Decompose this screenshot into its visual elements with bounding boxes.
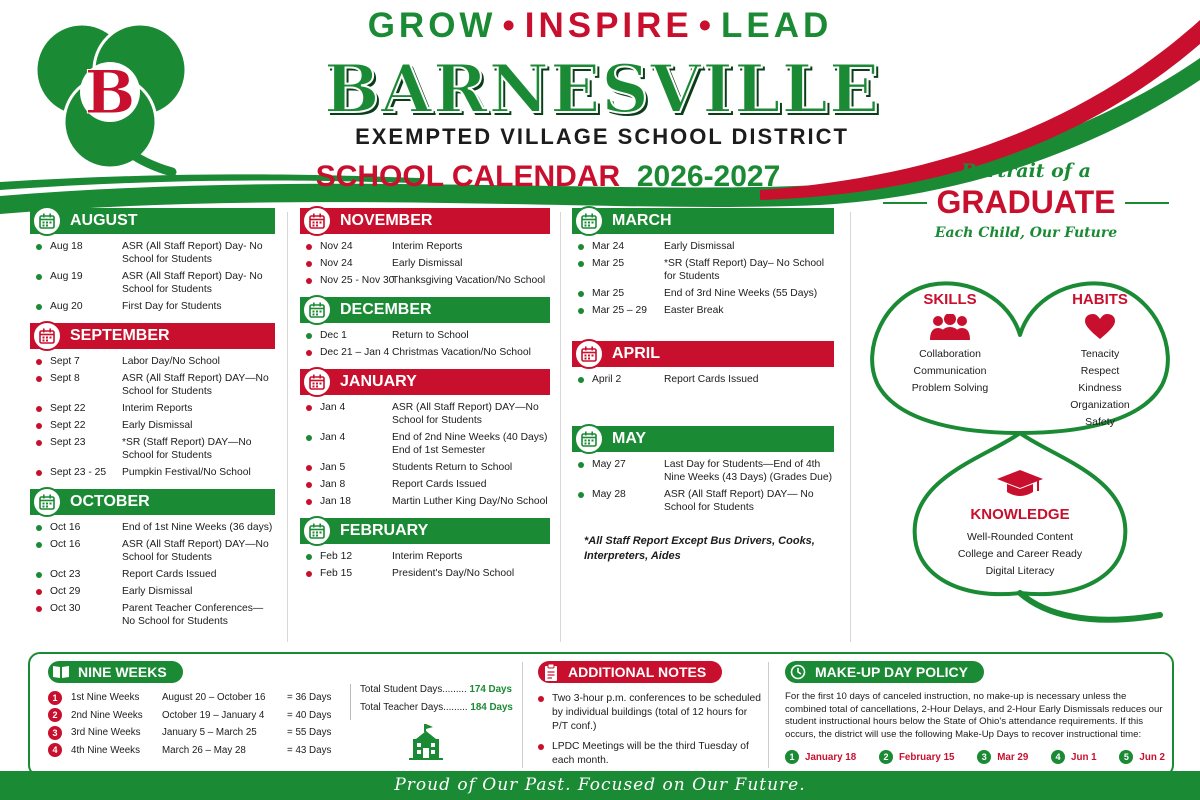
event-text: Labor Day/No School [122, 356, 220, 367]
month-name: APRIL [612, 345, 660, 362]
event-text: Martin Luther King Day/No School [392, 496, 548, 507]
calendar-icon [574, 424, 604, 454]
makeup-day-date: Jun 2 [1139, 751, 1165, 763]
bullet [306, 333, 312, 339]
calendar-event [300, 329, 550, 342]
event-date: Sept 23 [50, 437, 86, 448]
bullet [578, 492, 584, 498]
makeup-day [785, 750, 856, 764]
calendar-event [30, 402, 275, 415]
month-header [30, 323, 275, 349]
calendar-icon [574, 206, 604, 236]
habit-item: Organization [1070, 399, 1130, 411]
column-divider [850, 212, 851, 642]
event-text: ASR (All Staff Report) DAY— No School for Students [664, 489, 814, 513]
bullet [306, 571, 312, 577]
event-date: Aug 20 [50, 301, 83, 312]
month-name: DECEMBER [340, 301, 432, 318]
info-divider [768, 662, 769, 768]
makeup-day [1051, 750, 1097, 764]
footer-slogan: Proud of Our Past. Focused on Our Future. [0, 771, 1200, 800]
calendar-event [30, 355, 275, 368]
bullet [578, 261, 584, 267]
calendar-icon [574, 339, 604, 369]
total-label: Total Student Days......... [360, 684, 467, 695]
bullet [36, 304, 42, 310]
event-date: Sept 23 - 25 [50, 467, 107, 478]
calendar-icon [32, 321, 62, 351]
event-text: End of 2nd Nine Weeks (40 Days) End of 1st Semester [392, 432, 548, 456]
calendar-event [30, 270, 275, 296]
calendar-title-text: SCHOOL CALENDAR [315, 160, 621, 193]
period-name: 1st Nine Weeks [71, 692, 140, 704]
habit-item: Kindness [1078, 382, 1122, 394]
month-header [300, 518, 550, 544]
calendar-icon [302, 367, 332, 397]
bullet [36, 359, 42, 365]
clock-icon [789, 663, 807, 681]
event-date: Jan 4 [320, 402, 346, 413]
calendar-event [30, 568, 275, 581]
event-text: Students Return to School [392, 462, 513, 473]
bullet [36, 542, 42, 548]
event-text: Early Dismissal [664, 241, 735, 252]
event-text: *SR (Staff Report) DAY—No School for Students [122, 437, 252, 461]
bullet [306, 554, 312, 560]
calendar-event [300, 401, 550, 427]
bullet [36, 589, 42, 595]
knowledge-item: College and Career Ready [957, 548, 1083, 560]
total-value: 174 Days [469, 684, 512, 695]
bullet [306, 499, 312, 505]
bullet [36, 244, 42, 250]
calendar-event [30, 602, 275, 628]
event-text: Report Cards Issued [392, 479, 487, 490]
event-date: Aug 18 [50, 241, 83, 252]
motto [210, 6, 990, 46]
motto-dot: • [698, 6, 716, 45]
makeup-policy-section [785, 661, 1165, 764]
event-text: Pumpkin Festival/No School [122, 467, 251, 478]
calendar-event [572, 257, 834, 283]
month-march [572, 208, 834, 317]
bullet [36, 525, 42, 531]
book-icon [52, 663, 70, 681]
makeup-policy-title: MAKE-UP DAY POLICY [815, 664, 968, 680]
event-text: Interim Reports [392, 241, 463, 252]
month-april [572, 341, 834, 386]
motto-word: LEAD [721, 6, 833, 45]
bullet [306, 435, 312, 441]
makeup-day [977, 750, 1028, 764]
calendar-icon [302, 295, 332, 325]
event-text: Parent Teacher Conferences—No School for Students [122, 603, 264, 627]
period-range: October 19 – January 4 [162, 709, 265, 721]
knowledge-title: KNOWLEDGE [970, 506, 1070, 523]
event-text: Report Cards Issued [664, 374, 759, 385]
calendar-event [300, 257, 550, 270]
knowledge-item: Well-Rounded Content [966, 531, 1074, 543]
makeup-day-date: Mar 29 [997, 751, 1029, 763]
event-date: Nov 25 - Nov 30 [320, 275, 395, 286]
nine-weeks-header [48, 661, 183, 683]
bullet [306, 350, 312, 356]
calendar-event [30, 240, 275, 266]
row-number: 3 [48, 726, 62, 740]
additional-notes-header [538, 661, 722, 683]
makeup-day-number: 3 [977, 750, 991, 764]
event-date: Jan 5 [320, 462, 346, 473]
makeup-day [1119, 750, 1165, 764]
people-icon [928, 314, 972, 340]
note-text: Two 3-hour p.m. conferences to be scheduled by individual buildings (total of 12 hours for P/T conf.) [552, 692, 761, 732]
bullet [306, 244, 312, 250]
nine-weeks-row [48, 724, 518, 742]
bullet [578, 462, 584, 468]
event-text: ASR (All Staff Report) DAY—No School for Students [122, 373, 269, 397]
month-header [300, 297, 550, 323]
calendar-event [300, 478, 550, 491]
event-text: First Day for Students [122, 301, 222, 312]
event-date: Feb 12 [320, 551, 353, 562]
note-text: LPDC Meetings will be the third Tuesday of each month. [552, 740, 749, 766]
month-name: FEBRUARY [340, 522, 429, 539]
total-row [360, 684, 515, 702]
total-row [360, 702, 515, 720]
period-range: January 5 – March 25 [162, 727, 257, 739]
month-header [572, 341, 834, 367]
bullet [306, 405, 312, 411]
calendar-title [278, 160, 818, 194]
event-date: Oct 16 [50, 539, 81, 550]
event-text: Interim Reports [392, 551, 463, 562]
event-date: Dec 21 – Jan 4 [320, 347, 390, 358]
month-name: AUGUST [70, 212, 138, 229]
event-date: Sept 22 [50, 403, 86, 414]
graduation-cap-icon [997, 470, 1043, 500]
event-date: Jan 4 [320, 432, 346, 443]
makeup-policy-text: For the first 10 days of canceled instruction, no make-up is necessary unless the combined total of cancellations, 2-Hour Delays, and 2-Hour Early Dismissals reduces our student instructional hours below the State of Ohio's attendance requirements. If this occurs, the district will use the following Make-Up Days to recover instructional time: [785, 691, 1163, 740]
habit-item: Respect [1080, 365, 1120, 377]
event-text: Easter Break [664, 305, 724, 316]
calendar-event [572, 373, 834, 386]
school-building-icon [409, 724, 443, 760]
event-date: Oct 16 [50, 522, 81, 533]
month-name: MAY [612, 430, 647, 447]
skill-item: Problem Solving [911, 382, 989, 394]
month-february [300, 518, 550, 580]
row-number: 4 [48, 743, 62, 757]
calendar-event [300, 461, 550, 474]
additional-notes-title: ADDITIONAL NOTES [568, 664, 707, 680]
motto-word: GROW [367, 6, 497, 45]
makeup-day-date: February 15 [898, 751, 955, 763]
knowledge-item: Digital Literacy [985, 565, 1055, 577]
bullet [36, 470, 42, 476]
period-days: = 55 Days [287, 727, 332, 739]
district-name: BARNESVILLE [323, 50, 881, 128]
event-date: Oct 29 [50, 586, 81, 597]
motto-word: INSPIRE [524, 6, 693, 45]
month-header [30, 489, 275, 515]
day-totals [350, 684, 515, 720]
event-text: ASR (All Staff Report) DAY—No School for Students [392, 402, 539, 426]
makeup-day-date: January 18 [805, 751, 857, 763]
event-date: May 27 [592, 459, 626, 470]
calendar-event [300, 346, 550, 359]
habit-item: Tenacity [1080, 348, 1120, 360]
event-date: April 2 [592, 374, 622, 385]
event-text: *SR (Staff Report) Day– No School for Students [664, 258, 825, 282]
event-date: Nov 24 [320, 241, 353, 252]
bullet [306, 261, 312, 267]
event-text: Christmas Vacation/No School [392, 347, 531, 358]
calendar-event [572, 488, 834, 514]
calendar-event [572, 240, 834, 253]
note-item [538, 692, 763, 734]
event-text: ASR (All Staff Report) Day- No School for Students [122, 271, 263, 295]
bullet [578, 244, 584, 250]
skills-title: SKILLS [923, 291, 977, 308]
event-text: Interim Reports [122, 403, 193, 414]
total-value: 184 Days [470, 702, 513, 713]
calendar-event [300, 240, 550, 253]
makeup-day-number: 2 [879, 750, 893, 764]
shamrock-logo [22, 12, 197, 182]
event-date: Nov 24 [320, 258, 353, 269]
motto-dot: • [502, 6, 519, 45]
habit-item: Safety [1085, 416, 1115, 428]
bullet [36, 376, 42, 382]
portrait-line-2 [866, 184, 1186, 221]
calendar-year: 2026-2027 [636, 160, 781, 193]
event-text: Return to School [392, 330, 469, 341]
habits-leaf [1030, 291, 1170, 431]
column-divider [560, 212, 561, 642]
event-date: Aug 19 [50, 271, 83, 282]
event-date: Jan 18 [320, 496, 351, 507]
logo-letter: B [84, 58, 136, 128]
month-header [300, 208, 550, 234]
month-january [300, 369, 550, 508]
skill-item: Communication [913, 365, 987, 377]
event-date: Oct 30 [50, 603, 81, 614]
staff-report-note: *All Staff Report Except Bus Drivers, Cooks, Interpreters, Aides [584, 535, 815, 562]
bullet [36, 423, 42, 429]
event-text: End of 1st Nine Weeks (36 days) [122, 522, 273, 533]
bullet [306, 482, 312, 488]
nine-weeks-row [48, 742, 518, 760]
row-number: 2 [48, 708, 62, 722]
event-text: President's Day/No School [392, 568, 515, 579]
month-august [30, 208, 275, 313]
info-divider [522, 662, 523, 768]
portrait-shamrock [860, 255, 1190, 640]
bullet [36, 606, 42, 612]
month-header [30, 208, 275, 234]
makeup-day-number: 1 [785, 750, 799, 764]
makeup-day [879, 750, 955, 764]
bullet [306, 465, 312, 471]
calendar-event [572, 287, 834, 300]
clipboard-icon [542, 663, 560, 681]
makeup-day-number: 4 [1051, 750, 1065, 764]
makeup-day-date: Jun 1 [1071, 751, 1097, 763]
calendar-column-3 [572, 208, 834, 564]
event-date: Mar 25 [592, 288, 625, 299]
calendar-icon [302, 516, 332, 546]
heart-icon [1085, 314, 1115, 340]
event-date: Jan 8 [320, 479, 346, 490]
period-days: = 40 Days [287, 709, 332, 721]
additional-notes-section [538, 661, 763, 768]
month-november [300, 208, 550, 287]
event-text: Early Dismissal [122, 420, 193, 431]
event-text: Report Cards Issued [122, 569, 217, 580]
event-date: Oct 23 [50, 569, 81, 580]
month-header [572, 208, 834, 234]
month-name: MARCH [612, 212, 672, 229]
calendar-event [30, 538, 275, 564]
calendar-event [30, 521, 275, 534]
month-name: SEPTEMBER [70, 327, 170, 344]
makeup-days-list [785, 750, 1165, 764]
period-days: = 36 Days [287, 692, 332, 704]
period-days: = 43 Days [287, 744, 332, 756]
event-date: Dec 1 [320, 330, 347, 341]
calendar-column-1 [30, 208, 275, 638]
graduate-word: GRADUATE [936, 184, 1116, 220]
event-text: Thanksgiving Vacation/No School [392, 275, 546, 286]
event-text: Last Day for Students—End of 4th Nine Weeks (43 Days) (Grades Due) [664, 459, 833, 483]
portrait-line-1: Portrait of a [961, 160, 1091, 182]
bullet [306, 278, 312, 284]
total-label: Total Teacher Days......... [360, 702, 468, 713]
calendar-event [300, 495, 550, 508]
calendar-event [30, 436, 275, 462]
month-name: OCTOBER [70, 493, 150, 510]
calendar-event [30, 372, 275, 398]
event-date: Mar 25 – 29 [592, 305, 647, 316]
bullet [36, 274, 42, 280]
calendar-icon [32, 206, 62, 236]
event-text: Early Dismissal [122, 586, 193, 597]
district-subtitle: EXEMPTED VILLAGE SCHOOL DISTRICT [355, 124, 849, 149]
month-october [30, 489, 275, 628]
calendar-icon [32, 487, 62, 517]
event-text: ASR (All Staff Report) Day- No School for Students [122, 241, 263, 265]
event-text: Early Dismissal [392, 258, 463, 269]
knowledge-leaf [920, 470, 1120, 580]
calendar-event [300, 550, 550, 563]
bullet [36, 572, 42, 578]
note-item [538, 740, 763, 768]
month-september [30, 323, 275, 479]
bullet [578, 377, 584, 383]
calendar-icon [302, 206, 332, 236]
portrait-tagline: Each Child, Our Future [934, 225, 1118, 241]
period-range: August 20 – October 16 [162, 692, 266, 704]
column-divider [287, 212, 288, 642]
event-date: Sept 8 [50, 373, 80, 384]
bullet [36, 406, 42, 412]
period-range: March 26 – May 28 [162, 744, 246, 756]
makeup-policy-header [785, 661, 984, 683]
calendar-event [300, 431, 550, 457]
makeup-day-number: 5 [1119, 750, 1133, 764]
row-number: 1 [48, 691, 62, 705]
calendar-event [572, 458, 834, 484]
event-date: Feb 15 [320, 568, 353, 579]
month-name: NOVEMBER [340, 212, 433, 229]
skills-leaf [880, 291, 1020, 397]
event-date: May 28 [592, 489, 626, 500]
calendar-event [300, 274, 550, 287]
month-header [300, 369, 550, 395]
event-text: ASR (All Staff Report) DAY—No School for Students [122, 539, 269, 563]
month-december [300, 297, 550, 359]
calendar-event [30, 300, 275, 313]
month-may [572, 426, 834, 514]
period-name: 4th Nine Weeks [71, 744, 140, 756]
nine-weeks-title: NINE WEEKS [78, 664, 167, 680]
bullet [578, 308, 584, 314]
calendar-column-2 [300, 208, 550, 590]
calendar-event [30, 419, 275, 432]
calendar-event [30, 466, 275, 479]
period-name: 3rd Nine Weeks [71, 727, 141, 739]
bullet [578, 291, 584, 297]
calendar-event [300, 567, 550, 580]
skill-item: Collaboration [919, 348, 981, 360]
period-name: 2nd Nine Weeks [71, 709, 143, 721]
habits-title: HABITS [1072, 291, 1128, 308]
bullet [36, 440, 42, 446]
month-header [572, 426, 834, 452]
calendar-event [30, 585, 275, 598]
event-date: Sept 7 [50, 356, 80, 367]
calendar-event [572, 304, 834, 317]
event-date: Mar 24 [592, 241, 625, 252]
event-text: End of 3rd Nine Weeks (55 Days) [664, 288, 818, 299]
portrait-of-graduate-heading [866, 160, 1186, 241]
event-date: Mar 25 [592, 258, 625, 269]
event-date: Sept 22 [50, 420, 86, 431]
month-name: JANUARY [340, 373, 417, 390]
